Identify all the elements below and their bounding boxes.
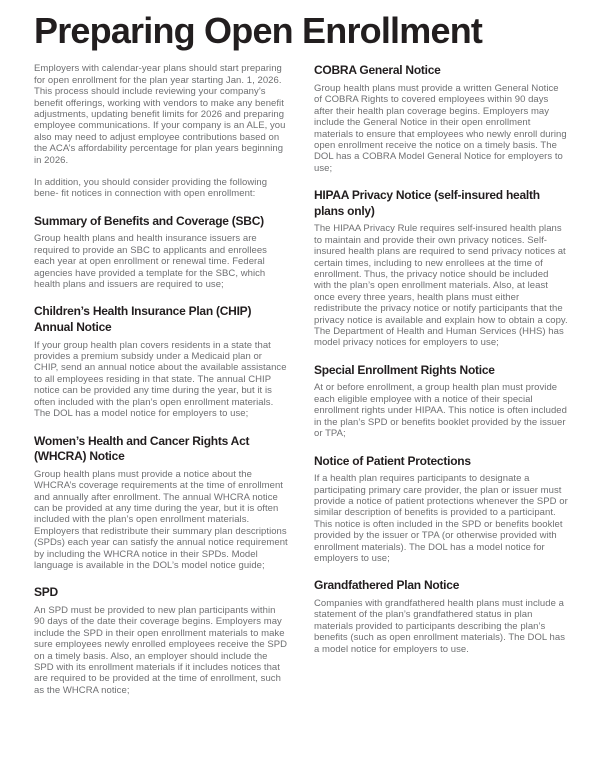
section-cobra-general-notice xyxy=(314,63,568,174)
section-body-chip: If your group health plan covers residents in a state that provides a premium subsidy under a Medicaid plan or CHIP, send an annual notice about the available assistance to all employees residing in that state. The annual CHIP notice can be provided any time during the year, but it is often included with the plan’s open enrollment materials. The DOL has a model notice for employers to use; xyxy=(34,339,287,420)
section-body-patient-protections: If a health plan requires participants to designate a participating primary care provider, the plan or issuer must provide a notice of patient protections whenever the SPD or similar description of benefits is provided to a participant. This notice is often included in the SPD or benefits booklet provided by the issuer or TPA (or otherwise provided with enrollment materials). The DOL has a model notice for employers to use; xyxy=(314,473,568,564)
section-heading-grandfathered: Grandfathered Plan Notice xyxy=(314,578,460,593)
section-body-special-enrollment: At or before enrollment, a group health plan must provide each eligible employee with a notice of their special enrollment rights under HIPAA. This notice is often included in the plan’s SPD or benefits booklet provided by the issuer or TPA; xyxy=(314,382,567,440)
section-body-grandfathered: Companies with grandfathered health plans must include a statement of the plan’s grandfathered status in plan materials provided to participants describing the plan’s benefits (such as open enrollment materials). The DOL has a model notice for employers to use. xyxy=(314,597,566,655)
section-patient-protections xyxy=(314,454,568,565)
section-heading-chip: Children’s Health Insurance Plan (CHIP) Annual Notice xyxy=(34,304,252,335)
left-column xyxy=(34,63,288,696)
section-body-hipaa: The HIPAA Privacy Rule requires self-insured health plans to maintain and provide their own privacy notices. Self-insured health plans are required to send privacy notices at certain times, including to new enrollees at the time of enrollment. Thus, the privacy notice should be included with the plan’s open enrollment materials. Also, at least once every three years, health plans must either redistribute the privacy notice or notify participants that the privacy notice is available and explain how to obtain a copy. The Department of Health and Human Services (HHS) has model privacy notices for employers to use; xyxy=(314,223,568,349)
intro-paragraph-1: Employers with calendar-year plans should start preparing for open enrollment for the plan year starting Jan. 1, 2026. This process should include reviewing your company’s benefit offerings, working with vendors to make any benefit adjustments, updating benefit limits for 2026 and preparing employee communications. If your company is an ALE, you also may need to adjust employee contributions based on the ACA’s affordability percentage for plan years beginning in 2026. xyxy=(34,63,286,166)
section-heading-patient-protections: Notice of Patient Protections xyxy=(314,453,471,468)
section-heading-sbc: Summary of Benefits and Coverage (SBC) xyxy=(34,213,264,228)
section-heading-spd: SPD xyxy=(34,585,58,600)
section-heading-whcra: Women’s Health and Cancer Rights Act (WHCRA) Notice xyxy=(34,433,250,464)
section-special-enrollment-rights xyxy=(314,363,568,440)
section-chip-annual-notice xyxy=(34,304,288,419)
section-body-sbc: Group health plans and health insurance issuers are required to provide an SBC to applicants and enrollees each year at open enrollment or renewal time. Federal agencies have provided a template for the SBC, which health plans and issuers are required to use; xyxy=(34,233,267,291)
page-title: Preparing Open Enrollment xyxy=(34,10,483,51)
section-sbc xyxy=(34,214,288,291)
section-spd xyxy=(34,585,288,696)
section-heading-special-enrollment: Special Enrollment Rights Notice xyxy=(314,362,495,377)
section-body-whcra: Group health plans must provide a notice about the WHCRA’s coverage requirements at the time of enrollment and annually after enrollment. The annual WHCRA notice can be provided at any time during the year, but it is often included with the plan’s open enrollment materials. Employers that redistribute their summary plan descriptions (SPDs) each year can satisfy the annual notice requirement by including the WHCRA notice in their SPDs. Model language is available in the DOL’s model notice guide; xyxy=(34,468,288,571)
section-body-cobra: Group health plans must provide a written General Notice of COBRA Rights to covered employees within 90 days after their health plan coverage begins. Employers may include the General Notice in their open enrollment materials to ensure that employees who newly enroll during open enrollment receive the notice on a timely basis. The DOL has a COBRA Model General Notice for employers to use; xyxy=(314,82,567,174)
right-column xyxy=(314,63,568,696)
section-whcra-notice xyxy=(34,434,288,572)
section-heading-cobra: COBRA General Notice xyxy=(314,63,441,78)
section-grandfathered-plan-notice xyxy=(314,578,568,655)
two-column-layout xyxy=(34,63,568,696)
section-heading-hipaa: HIPAA Privacy Notice (self-insured health plans only) xyxy=(314,188,540,218)
intro-paragraph-2: In addition, you should consider providing the following bene- fit notices in connection with open enrollment: xyxy=(34,177,268,200)
section-hipaa-privacy-notice xyxy=(314,188,568,349)
section-body-spd: An SPD must be provided to new plan participants within 90 days of the date their coverage begins. Employers may include the SPD in their open enrollment materials to make sure employees newly enrolled employees receive the SPD on a timely basis. Also, an employer should include the SPD with its enrollment materials if it includes notices that are required to be provided at the time of enrollment, such as the WHCRA notice; xyxy=(34,604,288,696)
